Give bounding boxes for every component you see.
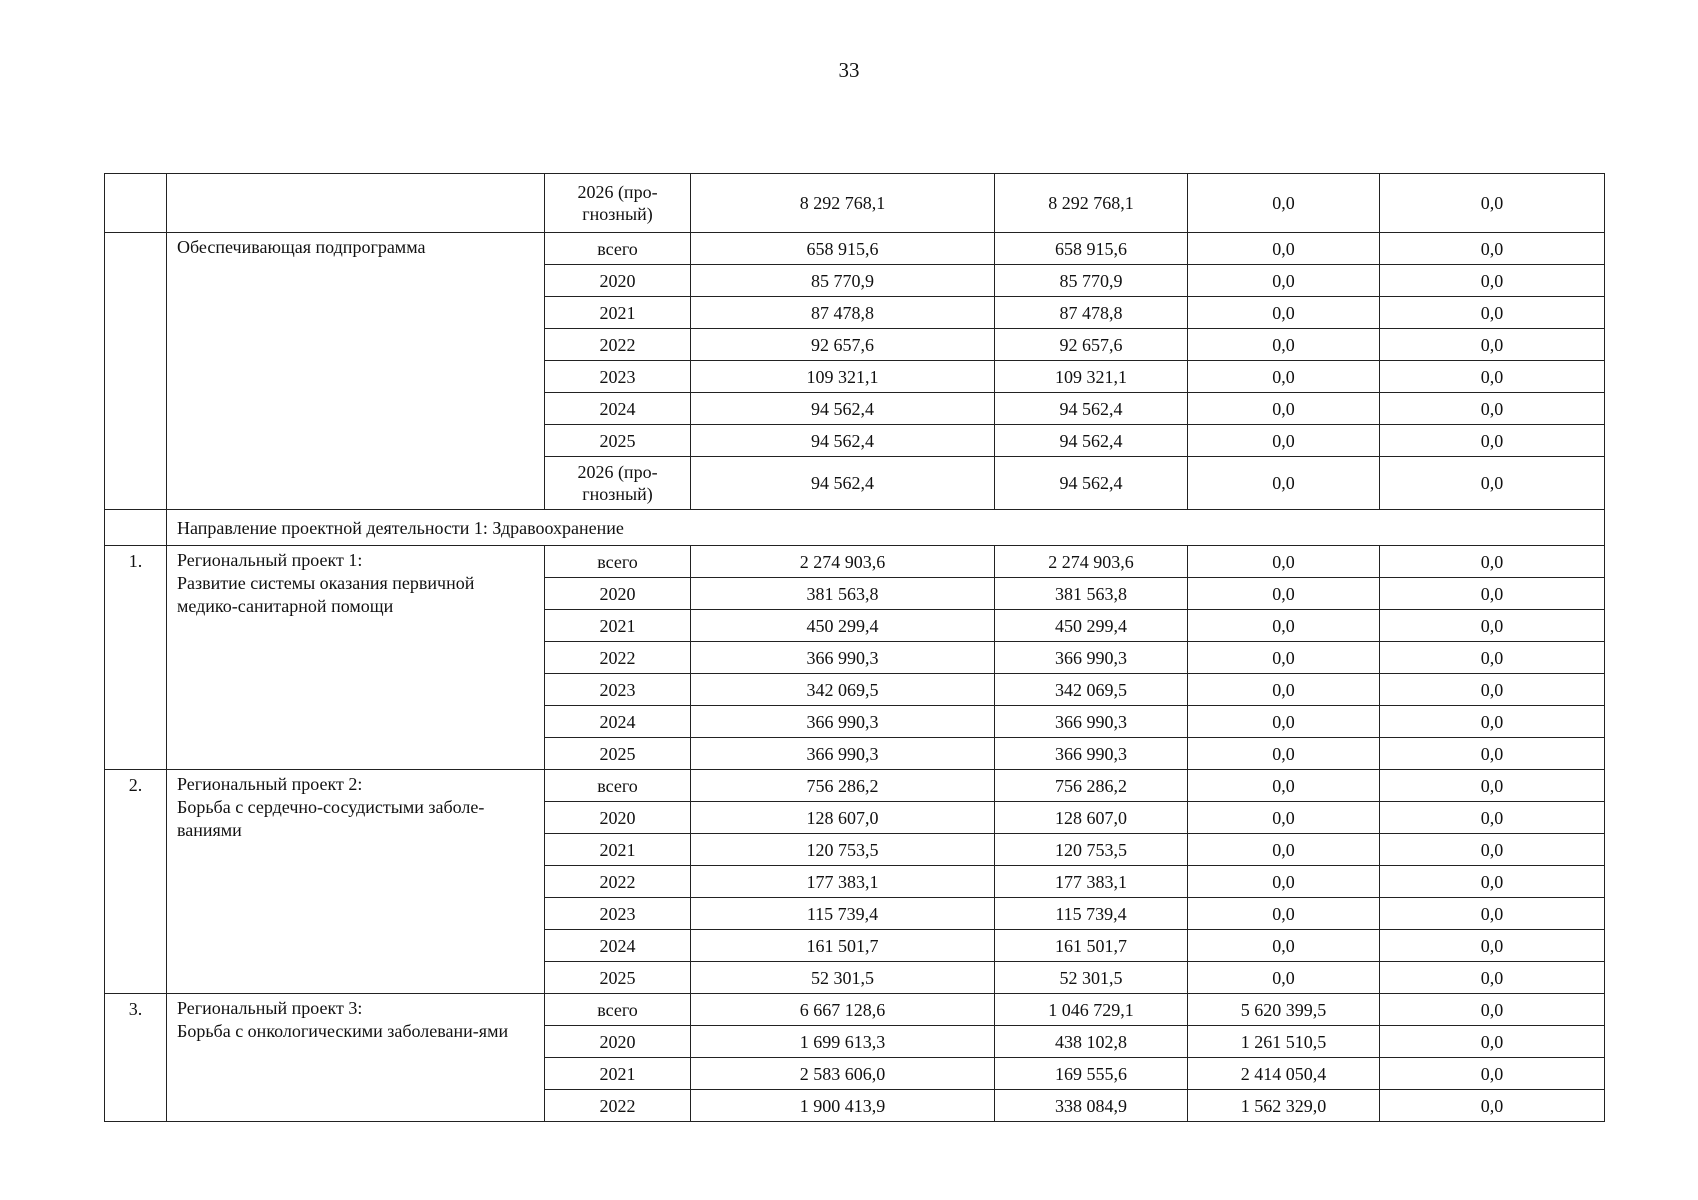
amount-cell: 0,0 — [1380, 834, 1605, 866]
amount-cell: 0,0 — [1380, 233, 1605, 265]
total-cell: 1 699 613,3 — [691, 1026, 995, 1058]
amount-cell: 0,0 — [1380, 610, 1605, 642]
amount-cell: 0,0 — [1380, 674, 1605, 706]
direction-heading-row — [105, 510, 1605, 546]
amount-cell: 0,0 — [1380, 425, 1605, 457]
amount-cell: 1 562 329,0 — [1188, 1090, 1380, 1122]
total-cell: 1 900 413,9 — [691, 1090, 995, 1122]
amount-cell: 0,0 — [1380, 898, 1605, 930]
amount-cell: 0,0 — [1380, 546, 1605, 578]
table-row — [105, 233, 1605, 265]
number-cell — [105, 510, 167, 546]
total-cell: 120 753,5 — [691, 834, 995, 866]
amount-cell: 0,0 — [1188, 233, 1380, 265]
amount-cell: 5 620 399,5 — [1188, 994, 1380, 1026]
amount-cell: 94 562,4 — [995, 393, 1188, 425]
amount-cell: 450 299,4 — [995, 610, 1188, 642]
total-cell: 109 321,1 — [691, 361, 995, 393]
total-cell: 342 069,5 — [691, 674, 995, 706]
year-cell: 2024 — [545, 930, 691, 962]
amount-cell: 0,0 — [1380, 866, 1605, 898]
amount-cell: 658 915,6 — [995, 233, 1188, 265]
project-number: 3. — [105, 994, 167, 1122]
total-cell: 161 501,7 — [691, 930, 995, 962]
total-cell: 8 292 768,1 — [691, 174, 995, 233]
amount-cell: 0,0 — [1188, 738, 1380, 770]
amount-cell: 0,0 — [1188, 174, 1380, 233]
year-cell-line: 2026 (про- — [577, 462, 658, 482]
year-cell: 2021 — [545, 610, 691, 642]
amount-cell: 0,0 — [1188, 393, 1380, 425]
amount-cell: 0,0 — [1380, 265, 1605, 297]
amount-cell: 0,0 — [1380, 1026, 1605, 1058]
amount-cell: 0,0 — [1188, 425, 1380, 457]
amount-cell: 0,0 — [1188, 361, 1380, 393]
amount-cell: 0,0 — [1188, 457, 1380, 510]
amount-cell: 0,0 — [1188, 642, 1380, 674]
year-cell: всего — [545, 994, 691, 1026]
year-cell: всего — [545, 233, 691, 265]
amount-cell: 94 562,4 — [995, 457, 1188, 510]
project-description: Развитие системы оказания первичной медико-санитарной помощи — [177, 573, 475, 616]
year-cell: 2020 — [545, 578, 691, 610]
year-cell: 2023 — [545, 898, 691, 930]
total-cell: 115 739,4 — [691, 898, 995, 930]
total-cell: 756 286,2 — [691, 770, 995, 802]
project-title: Региональный проект 2: — [177, 774, 363, 794]
total-cell: 366 990,3 — [691, 642, 995, 674]
amount-cell: 2 414 050,4 — [1188, 1058, 1380, 1090]
year-cell: 2024 — [545, 706, 691, 738]
amount-cell: 342 069,5 — [995, 674, 1188, 706]
amount-cell: 366 990,3 — [995, 706, 1188, 738]
amount-cell: 0,0 — [1188, 866, 1380, 898]
year-cell: 2025 — [545, 738, 691, 770]
year-cell-line: гнозный) — [582, 484, 653, 504]
year-cell: всего — [545, 770, 691, 802]
direction-heading: Направление проектной деятельности 1: Здравоохранение — [167, 510, 1605, 546]
amount-cell: 0,0 — [1188, 610, 1380, 642]
amount-cell: 0,0 — [1188, 802, 1380, 834]
number-cell — [105, 233, 167, 510]
amount-cell: 438 102,8 — [995, 1026, 1188, 1058]
total-cell: 92 657,6 — [691, 329, 995, 361]
amount-cell: 1 046 729,1 — [995, 994, 1188, 1026]
year-cell: 2022 — [545, 866, 691, 898]
amount-cell: 87 478,8 — [995, 297, 1188, 329]
project-title: Региональный проект 1: — [177, 550, 363, 570]
year-cell-line: гнозный) — [582, 204, 653, 224]
total-cell: 177 383,1 — [691, 866, 995, 898]
table-row — [105, 994, 1605, 1026]
amount-cell: 0,0 — [1380, 930, 1605, 962]
amount-cell: 756 286,2 — [995, 770, 1188, 802]
amount-cell: 85 770,9 — [995, 265, 1188, 297]
year-cell: 2022 — [545, 642, 691, 674]
amount-cell: 128 607,0 — [995, 802, 1188, 834]
project-number: 1. — [105, 546, 167, 770]
project-name — [167, 994, 545, 1122]
amount-cell: 0,0 — [1380, 994, 1605, 1026]
amount-cell: 0,0 — [1380, 393, 1605, 425]
amount-cell: 8 292 768,1 — [995, 174, 1188, 233]
table-row — [105, 546, 1605, 578]
year-cell: 2025 — [545, 962, 691, 994]
total-cell: 366 990,3 — [691, 706, 995, 738]
amount-cell: 0,0 — [1188, 265, 1380, 297]
total-cell: 450 299,4 — [691, 610, 995, 642]
project-description: Борьба с онкологическими заболевани-ями — [177, 1021, 509, 1041]
amount-cell: 0,0 — [1188, 329, 1380, 361]
amount-cell: 1 261 510,5 — [1188, 1026, 1380, 1058]
total-cell: 2 274 903,6 — [691, 546, 995, 578]
amount-cell: 381 563,8 — [995, 578, 1188, 610]
amount-cell: 109 321,1 — [995, 361, 1188, 393]
amount-cell: 0,0 — [1380, 457, 1605, 510]
table-row — [105, 174, 1605, 233]
amount-cell: 52 301,5 — [995, 962, 1188, 994]
amount-cell: 94 562,4 — [995, 425, 1188, 457]
year-cell — [545, 174, 691, 233]
project-number: 2. — [105, 770, 167, 994]
year-cell: 2021 — [545, 1058, 691, 1090]
year-cell: 2023 — [545, 361, 691, 393]
amount-cell: 0,0 — [1380, 642, 1605, 674]
amount-cell: 169 555,6 — [995, 1058, 1188, 1090]
year-cell: 2021 — [545, 834, 691, 866]
year-cell: 2020 — [545, 265, 691, 297]
total-cell: 52 301,5 — [691, 962, 995, 994]
year-cell: 2022 — [545, 1090, 691, 1122]
year-cell-line: 2026 (про- — [577, 182, 658, 202]
project-description: Борьба с сердечно-сосудистыми заболе-ваниями — [177, 797, 485, 840]
year-cell: 2022 — [545, 329, 691, 361]
amount-cell: 366 990,3 — [995, 642, 1188, 674]
total-cell: 94 562,4 — [691, 457, 995, 510]
budget-table — [104, 173, 1605, 1122]
total-cell: 128 607,0 — [691, 802, 995, 834]
amount-cell: 0,0 — [1380, 802, 1605, 834]
amount-cell: 115 739,4 — [995, 898, 1188, 930]
total-cell: 94 562,4 — [691, 393, 995, 425]
amount-cell: 0,0 — [1380, 770, 1605, 802]
total-cell: 85 770,9 — [691, 265, 995, 297]
amount-cell: 0,0 — [1380, 329, 1605, 361]
year-cell: всего — [545, 546, 691, 578]
amount-cell: 366 990,3 — [995, 738, 1188, 770]
amount-cell: 0,0 — [1188, 674, 1380, 706]
year-cell: 2023 — [545, 674, 691, 706]
amount-cell: 0,0 — [1380, 174, 1605, 233]
year-cell — [545, 457, 691, 510]
amount-cell: 92 657,6 — [995, 329, 1188, 361]
name-cell — [167, 174, 545, 233]
page-number: 33 — [838, 58, 860, 82]
table-row — [105, 770, 1605, 802]
year-cell: 2025 — [545, 425, 691, 457]
number-cell — [105, 174, 167, 233]
amount-cell: 0,0 — [1380, 297, 1605, 329]
amount-cell: 338 084,9 — [995, 1090, 1188, 1122]
amount-cell: 0,0 — [1380, 738, 1605, 770]
project-name — [167, 770, 545, 994]
amount-cell: 0,0 — [1188, 297, 1380, 329]
project-title: Региональный проект 3: — [177, 998, 363, 1018]
year-cell: 2020 — [545, 1026, 691, 1058]
amount-cell: 0,0 — [1188, 834, 1380, 866]
project-name — [167, 546, 545, 770]
year-cell: 2020 — [545, 802, 691, 834]
amount-cell: 0,0 — [1188, 706, 1380, 738]
amount-cell: 0,0 — [1380, 1058, 1605, 1090]
amount-cell: 161 501,7 — [995, 930, 1188, 962]
amount-cell: 0,0 — [1380, 706, 1605, 738]
amount-cell: 2 274 903,6 — [995, 546, 1188, 578]
amount-cell: 120 753,5 — [995, 834, 1188, 866]
year-cell: 2021 — [545, 297, 691, 329]
total-cell: 94 562,4 — [691, 425, 995, 457]
amount-cell: 0,0 — [1380, 962, 1605, 994]
amount-cell: 0,0 — [1188, 578, 1380, 610]
amount-cell: 0,0 — [1380, 1090, 1605, 1122]
amount-cell: 0,0 — [1188, 930, 1380, 962]
total-cell: 2 583 606,0 — [691, 1058, 995, 1090]
year-cell: 2024 — [545, 393, 691, 425]
total-cell: 87 478,8 — [691, 297, 995, 329]
amount-cell: 0,0 — [1188, 770, 1380, 802]
amount-cell: 0,0 — [1188, 962, 1380, 994]
amount-cell: 0,0 — [1380, 578, 1605, 610]
total-cell: 658 915,6 — [691, 233, 995, 265]
amount-cell: 0,0 — [1380, 361, 1605, 393]
amount-cell: 0,0 — [1188, 898, 1380, 930]
subprogram-name: Обеспечивающая подпрограмма — [167, 233, 545, 510]
table-body — [105, 174, 1605, 1122]
total-cell: 381 563,8 — [691, 578, 995, 610]
amount-cell: 0,0 — [1188, 546, 1380, 578]
total-cell: 366 990,3 — [691, 738, 995, 770]
amount-cell: 177 383,1 — [995, 866, 1188, 898]
total-cell: 6 667 128,6 — [691, 994, 995, 1026]
